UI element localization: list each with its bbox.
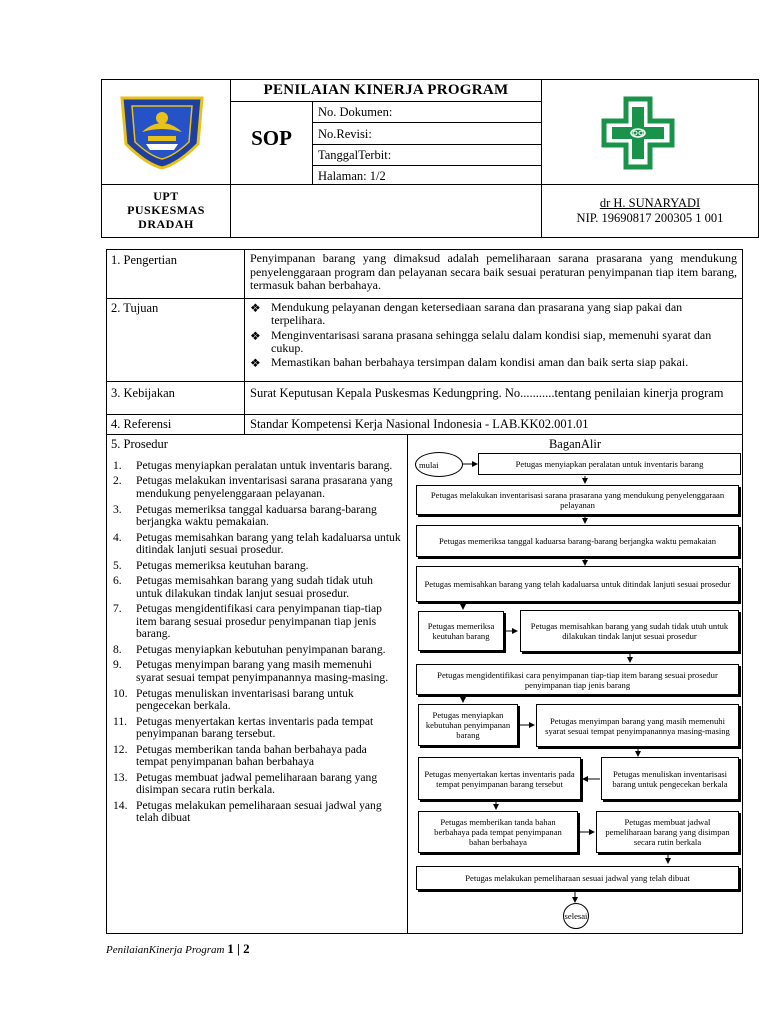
step-number: 7. [113,602,122,616]
unit-line-3: DRADAH [138,217,194,231]
diamond-bullet-icon: ❖ [250,356,261,370]
sop-label: SOP [251,126,292,150]
step-text: Petugas menyertakan kertas inventaris pada tempat penyimpanan barang tersebut. [136,714,374,741]
diamond-bullet-icon: ❖ [250,301,261,315]
flow-box-9: Petugas menyimpan barang yang masih memenuhi syarat sesuai tempat penyimpanannya masing-masing [536,704,739,747]
referensi-label: 4. Referensi [111,417,172,431]
flow-box-2: Petugas melakukan inventarisasi sarana prasarana yang mendukung penyelenggaraan pelayanan [416,485,739,515]
flowchart-start: mulai [415,452,463,477]
kebijakan-text: Surat Keputusan Kepala Puskesmas Kedungpring. No...........tentang penilaian kinerja program [250,386,724,400]
step-text: Petugas memisahkan barang yang sudah tidak utuh untuk dilakukan tindak lanjut sesuai prosedur. [136,574,373,600]
step-number: 5. [113,558,122,572]
step-text: Petugas membuat jadwal pemeliharaan barang yang disimpan secara rutin berkala. [136,770,378,797]
flow-box-14: Petugas melakukan pemeliharaan sesuai jadwal yang telah dibuat [416,866,739,890]
kebijakan-label: 3. Kebijakan [111,386,175,400]
pengertian-text: Penyimpanan barang yang dimaksud adalah pemeliharaan sarana prasarana yang mendukung penyelenggaraan program dan pelayanan secara baik sesuai peraturan penyimpanan tiap item barang, termasuk bahan berbahaya. [250,251,737,292]
flow-box-5: Petugas memeriksa keutuhan barang [418,611,504,651]
step-number: 3. [113,502,122,516]
flow-box-1: Petugas menyiapkan peralatan untuk inventaris barang [478,453,741,475]
step-number: 6. [113,574,122,588]
field-tanggal-terbit: TanggalTerbit: [318,148,392,162]
field-no-revisi: No.Revisi: [318,127,372,141]
step-text: Petugas menuliskan inventarisasi barang untuk pengecekan berkala. [136,686,354,713]
flow-box-13: Petugas membuat jadwal pemeliharaan barang yang disimpan secara rutin berkala [596,811,739,853]
document-title: PENILAIAN KINERJA PROGRAM [263,82,509,98]
flow-box-8: Petugas menyiapkan kebutuhan penyimpanan barang [418,704,518,746]
signer-nip: NIP. 19690817 200305 1 001 [576,211,724,225]
step-text: Petugas memeriksa tanggal kaduarsa barang-barang berjangka waktu pemakaian. [136,502,377,529]
step-text: Petugas memisahkan barang yang telah kadaluarsa untuk ditindak lanjuti sesuai prosedur. [136,530,401,557]
footer-text: PenilaianKinerja Program [106,944,228,956]
page-number: 1 | 2 [227,941,250,956]
step-number: 13. [113,770,128,784]
step-number: 10. [113,686,128,700]
diamond-bullet-icon: ❖ [250,329,261,343]
step-number: 12. [113,742,128,756]
flow-box-4: Petugas memisahkan barang yang telah kadaluarsa untuk ditindak lanjuti sesuai prosedur [416,566,739,602]
step-text: Petugas menyimpan barang yang masih memenuhi syarat sesuai tempat penyimpanannya masing-masing. [136,658,389,685]
tujuan-label: 2. Tujuan [111,301,159,315]
pengertian-label: 1. Pengertian [111,253,177,267]
flow-box-7: Petugas mengidentifikasi cara penyimpanan tiap-tiap item barang sesuai prosedur penyimpanan tiap jenis barang [416,664,739,695]
flow-box-3: Petugas memeriksa tanggal kaduarsa barang-barang berjangka waktu pemakaian [416,525,739,557]
step-number: 9. [113,658,122,672]
step-text: Petugas memberikan tanda bahan berbahaya pada tempat penyimpanan bahan berbahaya [136,742,367,769]
flowchart-end: selesai [563,903,589,929]
step-number: 1. [113,459,122,472]
step-number: 14. [113,798,128,812]
unit-line-1: UPT [153,189,179,203]
step-text: Petugas menyiapkan peralatan untuk inventaris barang. [136,459,393,472]
signer-name: dr H. SUNARYADI [599,196,701,210]
flow-box-10: Petugas menuliskan inventarisasi barang untuk pengecekan berkala [601,757,739,800]
field-no-dokumen: No. Dokumen: [318,105,393,119]
flow-box-6: Petugas memisahkan barang yang sudah tidak utuh untuk dilakukan tindak lanjut sesuai prosedur [520,610,739,652]
step-text: Petugas melakukan inventarisasi sarana prasarana yang mendukung penyelenggaraan pelayanan. [136,474,393,501]
referensi-text: Standar Kompetensi Kerja Nasional Indonesia - LAB.KK02.001.01 [250,417,589,431]
flowchart-title: BaganAlir [548,437,602,451]
step-number: 2. [113,474,122,488]
tujuan-item-1: Mendukung pelayanan dengan ketersediaan sarana dan prasarana yang siap pakai dan terpelihara. [271,300,683,327]
field-halaman: Halaman: 1/2 [318,169,386,183]
step-text: Petugas memeriksa keutuhan barang. [136,558,309,572]
tujuan-item-2: Menginventarisasi sarana prasana sehingga selalu dalam kondisi siap, memenuhi syarat dan cukup. [271,328,712,355]
flow-box-12: Petugas memberikan tanda bahan berbahaya pada tempat penyimpanan bahan berbahaya [418,811,578,853]
step-number: 4. [113,530,122,544]
step-number: 11. [113,714,128,728]
page-footer [106,941,250,957]
unit-line-2: PUSKESMAS [127,203,205,217]
prosedur-label: 5. Prosedur [111,437,168,451]
tujuan-item-3: Memastikan bahan berbahaya tersimpan dalam kondisi aman dan baik serta siap pakai. [271,355,689,369]
step-number: 8. [113,642,122,656]
step-text: Petugas menyiapkan kebutuhan penyimpanan barang. [136,642,386,656]
step-text: Petugas mengidentifikasi cara penyimpanan tiap-tiap item barang sesuai prosedur penyimpanan tiap jenis barang. [136,602,382,641]
step-text: Petugas melakukan pemeliharaan sesuai jadwal yang telah dibuat [136,798,382,825]
flow-box-11: Petugas menyertakan kertas inventaris pada tempat penyimpanan barang tersebut [418,757,581,800]
